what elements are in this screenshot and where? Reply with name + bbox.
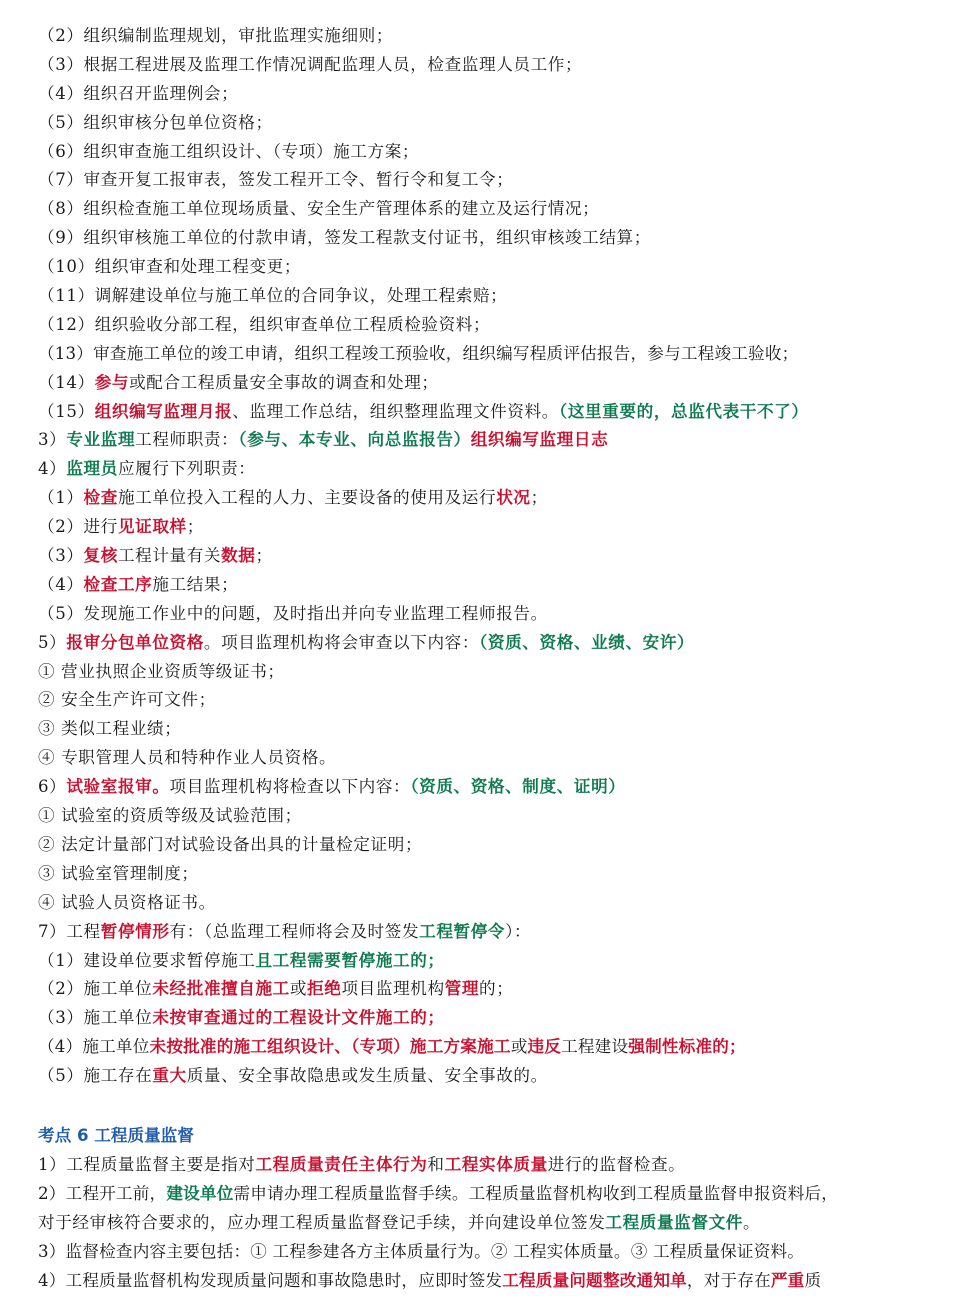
text-line [38, 802, 943, 831]
text-line [38, 1267, 943, 1296]
text-line [38, 860, 943, 889]
text-segment: （9）组织审核施工单位的付款申请，签发工程款支付证书，组织审核竣工结算； [38, 228, 651, 248]
text-line [38, 22, 943, 51]
text-segment: 或 [289, 979, 308, 999]
text-segment: ，对于存在 [686, 1270, 771, 1290]
text-line [38, 455, 943, 484]
text-segment: 7）工程 [38, 921, 101, 941]
text-segment: 施工结果； [152, 574, 239, 594]
text-segment: （1）建设单位要求暂停施工 [38, 950, 256, 970]
text-segment: （5）组织审核分包单位资格； [38, 112, 273, 132]
highlight-red: 试验室报审。 [66, 777, 170, 797]
text-line [38, 715, 943, 744]
text-line [38, 340, 943, 369]
text-line [38, 975, 943, 1004]
highlight-red: 工程实体质量 [444, 1154, 548, 1174]
text-line [38, 138, 943, 167]
section-gap [38, 1091, 943, 1121]
text-segment: 进行的监督检查。 [547, 1154, 686, 1174]
text-segment: 项目监理机构 [341, 979, 445, 999]
highlight-red: 组织编写监理月报 [94, 401, 233, 421]
text-line [38, 629, 943, 658]
text-segment: 工程建设 [561, 1037, 629, 1057]
text-segment: ① 营业执照企业资质等级证书； [38, 661, 285, 681]
text-segment: ④ 专职管理人员和特种作业人员资格。 [38, 748, 337, 768]
text-segment: ③ 试验室管理制度； [38, 863, 199, 883]
highlight-red: 检查 [83, 488, 118, 508]
text-line [38, 1180, 943, 1209]
text-segment: 6） [38, 777, 67, 797]
highlight-red: 违反 [527, 1037, 562, 1057]
highlight-red: 严重 [770, 1270, 805, 1290]
text-line [38, 1033, 943, 1062]
text-segment: 4）工程质量监督机构发现质量问题和事故隐患时，应即时签发 [38, 1270, 503, 1290]
text-line [38, 426, 943, 455]
text-segment: 5） [38, 632, 67, 652]
text-line [38, 369, 943, 398]
text-segment: （2）施工单位 [38, 979, 153, 999]
text-segment: 和 [427, 1154, 445, 1174]
text-segment: ）： [505, 921, 532, 941]
text-segment: 2）工程开工前， [38, 1183, 167, 1203]
highlight-red: 检查工序 [83, 574, 153, 594]
text-segment: （3） [38, 546, 84, 566]
highlight-red: 未按批准的施工组织设计、（专项）施工方案施工 [149, 1037, 511, 1057]
text-segment: ① 试验室的资质等级及试验范围； [38, 806, 302, 826]
text-line [38, 744, 943, 773]
text-segment: 对于经审核符合要求的，应办理工程质量监督登记手续，并向建设单位签发 [38, 1212, 606, 1232]
text-line [38, 686, 943, 715]
highlight-red: 见证取样 [117, 517, 187, 537]
text-segment: ； [255, 546, 273, 566]
highlight-green: 专业监理 [66, 430, 136, 450]
text-line [38, 1004, 943, 1033]
text-segment: 4） [38, 459, 67, 479]
text-line [38, 658, 943, 687]
text-segment: （13）审查施工单位的竣工申请，组织工程竣工预验收，组织编写程质评估报告，参与工程竣工验收； [38, 343, 799, 363]
highlight-red: 报审分包单位资格 [66, 632, 204, 652]
text-line [38, 253, 943, 282]
text-segment: （15） [38, 401, 95, 421]
text-line [38, 1209, 943, 1238]
text-segment: （11）调解建设单位与施工单位的合同争议，处理工程索赔； [38, 286, 508, 306]
highlight-red: 工程质量问题整改通知单 [502, 1270, 687, 1290]
text-segment: 。 [742, 1212, 761, 1232]
highlight-red: 参与 [94, 372, 130, 392]
text-line [38, 918, 943, 947]
text-segment: 或 [510, 1037, 528, 1057]
highlight-green: 且工程需要暂停施工的； [255, 950, 445, 970]
text-line [38, 947, 943, 976]
text-line [38, 311, 943, 340]
text-segment: （3）施工单位 [38, 1008, 153, 1028]
text-line [38, 889, 943, 918]
text-segment: （5）施工存在 [38, 1066, 153, 1086]
highlight-green: （资质、资格、制度、证明） [410, 777, 626, 797]
highlight-green: 监理员 [66, 459, 118, 479]
text-segment: ； [186, 517, 204, 537]
text-segment: ； [530, 488, 548, 508]
highlight-red: 状况 [496, 488, 531, 508]
highlight-green: （参与、本专业、向总监报告） [238, 430, 471, 450]
text-segment: （10）组织审查和处理工程变更； [38, 257, 302, 277]
text-line [38, 80, 943, 109]
text-line [38, 398, 943, 427]
text-line [38, 484, 943, 513]
highlight-green: 工程暂停令 [419, 921, 506, 941]
text-segment: （6）组织审查施工组织设计、（专项）施工方案； [38, 141, 420, 161]
highlight-green: （这里重要的，总监代表干不了） [558, 401, 809, 421]
text-segment: （1） [38, 488, 84, 508]
text-segment: 工程师职责： [135, 430, 239, 450]
highlight-red: 未经批准擅自施工 [152, 979, 290, 999]
text-segment: 质 [804, 1270, 822, 1290]
text-line [38, 224, 943, 253]
text-segment: （3）根据工程进展及监理工作情况调配监理人员，检查监理人员工作； [38, 54, 583, 74]
text-line [38, 1238, 943, 1267]
text-line [38, 542, 943, 571]
text-segment: 需申请办理工程质量监督手续。工程质量监督机构收到工程质量监督申报资料后， [233, 1183, 839, 1203]
text-segment: 3）监督检查内容主要包括：① 工程参建各方主体质量行为。② 工程实体质量。③ 工程质量保证资料。 [38, 1241, 805, 1261]
text-line [38, 513, 943, 542]
text-line [38, 195, 943, 224]
text-line [38, 51, 943, 80]
duty-list [38, 22, 943, 1091]
highlight-red: 重大 [152, 1066, 187, 1086]
highlight-red: 组织编写监理日志 [470, 430, 609, 450]
document-page [38, 22, 943, 1295]
text-segment: （8）组织检查施工单位现场质量、安全生产管理体系的建立及运行情况； [38, 199, 600, 219]
text-segment: 有：（总监理工程师将会及时签发 [169, 921, 420, 941]
text-segment: （14） [38, 372, 95, 392]
highlight-red: 工程质量责任主体行为 [255, 1154, 428, 1174]
highlight-red: 拒绝 [307, 979, 342, 999]
text-segment: 3） [38, 430, 67, 450]
section-heading: 考点 6 工程质量监督 [38, 1125, 194, 1145]
text-segment: ② 安全生产许可文件； [38, 690, 216, 710]
text-segment: 质量、安全事故隐患或发生质量、安全事故的。 [186, 1066, 548, 1086]
text-segment: （2）进行 [38, 517, 118, 537]
text-segment: 施工单位投入工程的人力、主要设备的使用及运行 [117, 488, 497, 508]
text-segment: （2）组织编制监理规划，审批监理实施细则； [38, 26, 394, 45]
text-segment: 的； [479, 979, 514, 999]
highlight-green: 工程质量监督文件 [605, 1212, 743, 1232]
text-line [38, 571, 943, 600]
text-segment: 1）工程质量监督主要是指对 [38, 1154, 256, 1174]
text-line [38, 773, 943, 802]
highlight-red: 复核 [83, 546, 118, 566]
text-line [38, 282, 943, 311]
text-segment: （4）组织召开监理例会； [38, 83, 239, 103]
text-line [38, 166, 943, 195]
text-segment: 项目监理机构将检查以下内容： [169, 777, 411, 797]
highlight-green: 建设单位 [166, 1183, 234, 1203]
text-segment: （4） [38, 574, 84, 594]
highlight-red: 数据 [221, 546, 256, 566]
text-line [38, 1062, 943, 1091]
highlight-red: 管理 [444, 979, 480, 999]
section-body [38, 1151, 943, 1295]
highlight-red: 暂停情形 [100, 921, 170, 941]
text-line [38, 1151, 943, 1180]
text-line [38, 831, 943, 860]
text-segment: 应履行下列职责： [117, 459, 256, 479]
highlight-green: （资质、资格、业绩、安许） [479, 632, 695, 652]
text-segment: 工程计量有关 [117, 546, 222, 566]
highlight-red: 强制性标准的； [628, 1037, 746, 1057]
text-segment: （7）审查开复工报审表，签发工程开工令、暂行令和复工令； [38, 170, 514, 190]
text-line [38, 600, 943, 629]
text-segment: ④ 试验人员资格证书。 [38, 892, 216, 912]
text-segment: 、监理工作总结，组织整理监理文件资料。 [232, 401, 559, 421]
text-segment: ③ 类似工程业绩； [38, 719, 182, 739]
text-segment: ② 法定计量部门对试验设备出具的计量检定证明； [38, 834, 423, 854]
text-line [38, 109, 943, 138]
text-segment: （12）组织验收分部工程，组织审查单位工程质检验资料； [38, 314, 491, 334]
text-segment: （4）施工单位 [38, 1037, 150, 1057]
highlight-red: 未按审查通过的工程设计文件施工的； [152, 1008, 445, 1028]
text-segment: 。项目监理机构将会审查以下内容： [203, 632, 480, 652]
text-segment: （5）发现施工作业中的问题，及时指出并向专业监理工程师报告。 [38, 603, 548, 623]
text-segment: 或配合工程质量安全事故的调查和处理； [129, 372, 439, 392]
